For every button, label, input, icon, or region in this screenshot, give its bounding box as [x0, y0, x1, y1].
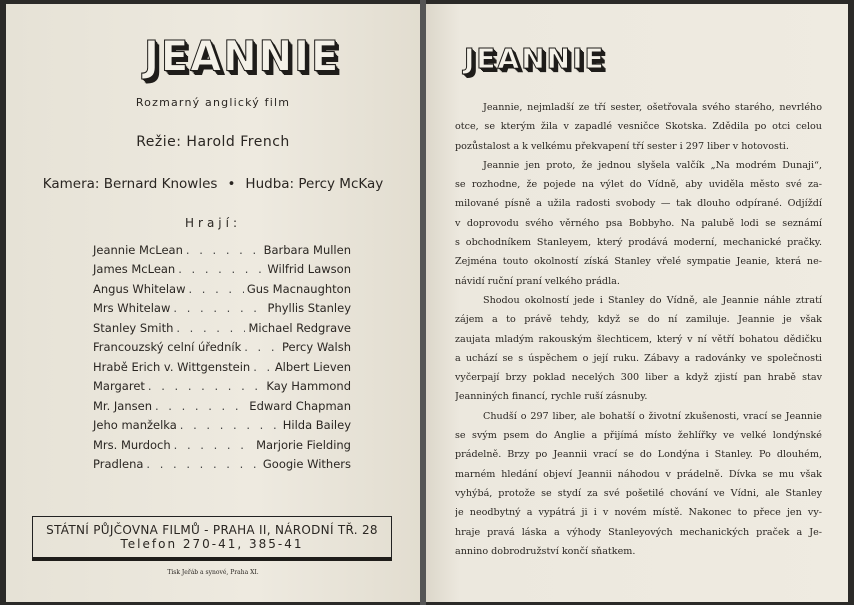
role-name: Stanley Smith [93, 320, 174, 335]
actor-name: Phyllis Stanley [267, 301, 351, 316]
leader-dots [148, 379, 264, 393]
leader-dots [173, 301, 264, 315]
cast-heading: Hrají: [184, 216, 242, 230]
synopsis-line: je neodbytný a vypátrá ji i v novém místě. Nakonec to přece jen vy- [455, 507, 822, 519]
leader-dots [244, 340, 279, 354]
cast-row [93, 299, 351, 319]
role-name: Mrs Whitelaw [93, 301, 171, 316]
synopsis-line: prádelně. Brzy po Jeannii vrací se do Londýna i Stanley. Po dlouhém, [455, 449, 822, 461]
cast-row [93, 377, 351, 397]
synopsis-line: annino dobrodružství končí sňatkem. [455, 545, 636, 557]
music-credit: Hudba: Percy McKay [245, 176, 384, 192]
actor-name: Hilda Bailey [282, 418, 351, 433]
leader-dots [146, 457, 259, 471]
synopsis-line: Chudší o 297 liber, ale bohatší o životní zkušenosti, vrací se Jeannie [483, 410, 822, 422]
actor-name: Gus Macnaughton [246, 281, 351, 296]
synopsis-line: vyhýbá, protože se stydí za své pošetilé chování ve Vídni, ale Stanley [455, 487, 822, 499]
leader-dots [155, 399, 246, 413]
synopsis-line: zájem a to právě tehdy, když se do ní zamiluje. Jeannie je však [455, 314, 822, 326]
actor-name: Kay Hammond [266, 379, 351, 394]
synopsis-line: Jeanniných financí, rychle ruší zásnuby. [455, 391, 648, 403]
actor-name: Percy Walsh [281, 340, 351, 355]
synopsis [455, 98, 822, 561]
synopsis-line: v doprovodu svého věrného psa Bobbyho. Na palubě lodi se seznámí [455, 217, 822, 229]
leader-dots [180, 418, 280, 432]
actor-name: Albert Lieven [274, 359, 351, 374]
synopsis-line: vyčerpají brzy poklad necelých 300 liber a když zjistí pan hrabě stav [455, 372, 822, 384]
role-name: James McLean [93, 262, 176, 277]
role-name: Pradlena [93, 457, 144, 472]
cast-row [93, 240, 351, 260]
film-title-logo-small: JEANNIE [464, 42, 606, 75]
role-name: Angus Whitelaw [93, 281, 186, 296]
leader-dots [253, 360, 272, 374]
role-name: Jeannie McLean [93, 242, 183, 257]
cast-row [93, 396, 351, 416]
cast-row [93, 318, 351, 338]
role-name: Mrs. Murdoch [93, 437, 171, 452]
leader-dots [178, 262, 264, 276]
synopsis-line: s obchodníkem Stanleyem, který prodává moderní, mechanické pračky. [455, 237, 822, 249]
synopsis-line: milované písně a užila radosti svobody — tak dlouho odpírané. Odjíždí [455, 198, 822, 210]
cast-row [93, 357, 351, 377]
actor-name: Michael Redgrave [248, 320, 351, 335]
printer-credit: Tisk Jeřáb a synové, Praha XI. [167, 569, 259, 576]
synopsis-line: a uchází se s úspěchem o její ruku. Zábavy a radovánky ve společnosti [455, 352, 822, 364]
synopsis-line: Shodou okolností jede i Stanley do Vídně, ale Jeannie náhle ztratí [483, 294, 822, 306]
distributor-phone: Telefon 270-41, 385-41 [120, 537, 304, 551]
right-page [426, 4, 848, 602]
role-name: Margaret [93, 379, 145, 394]
distributor-box [32, 516, 392, 561]
cast-row [93, 279, 351, 299]
cast-row [93, 455, 351, 475]
synopsis-line: pozůstalost a k velkému překvapení tří sester i 297 liber v hotovosti. [455, 140, 789, 152]
left-page [6, 4, 420, 602]
synopsis-line: se svým psem do Anglie a přijímá místo žehlířky ve velké londýnské [455, 430, 822, 442]
synopsis-line: Jeannie, nejmladší ze tří sester, ošetřovala svého starého, nevrlého [483, 102, 822, 113]
role-name: Hrabě Erich v. Wittgenstein [93, 359, 251, 374]
synopsis-line: Jeannie jen proto, že jednou slyšela valčík „Na modrém Dunaji“, [483, 159, 822, 171]
leader-dots [186, 243, 261, 257]
crew-credits [6, 176, 420, 192]
actor-name: Wilfrid Lawson [267, 262, 351, 277]
cast-row [93, 435, 351, 455]
synopsis-line: Zejména touto okolností získá Stanley vřelé sympatie Jeanie, která ne- [455, 256, 822, 268]
synopsis-line: marném hledání objeví Jeannii náhodou v prádelně. Dívka se mu však [455, 468, 822, 480]
actor-name: Edward Chapman [249, 398, 351, 413]
camera-credit: Kamera: Bernard Knowles [42, 176, 218, 192]
subtitle: Rozmarný anglický film [135, 96, 291, 109]
director-credit: Režie: Harold French [136, 134, 290, 150]
actor-name: Googie Withers [262, 457, 351, 472]
synopsis-line: otce, se kterým žila v zapadlé vesničce Skotska. Zdědila po otci celou [455, 121, 822, 133]
synopsis-line: se rozhodne, že pojede na výlet do Vídně, aby uviděla město své za- [455, 179, 822, 191]
cast-row [93, 260, 351, 280]
role-name: Mr. Jansen [93, 398, 152, 413]
separator: • [227, 176, 236, 192]
film-title-logo: JEANNIE [144, 32, 341, 82]
leader-dots [174, 438, 253, 452]
cast-list [93, 240, 351, 474]
cast-row [93, 416, 351, 436]
synopsis-line: zaujata mladým rakouským šlechticem, který v ní větří bohatou dědičku [455, 333, 822, 345]
leader-dots [176, 321, 245, 335]
synopsis-line: návidí ruční praní velkého prádla. [455, 275, 620, 287]
leader-dots [188, 282, 243, 296]
actor-name: Barbara Mullen [263, 242, 351, 257]
cast-row [93, 338, 351, 358]
synopsis-line: hraje pravá láska a výhody Stanleyových mechanických praček a Je- [455, 526, 822, 538]
role-name: Jeho manželka [93, 418, 177, 433]
actor-name: Marjorie Fielding [256, 437, 351, 452]
distributor-address: STÁTNÍ PŮJČOVNA FILMŮ - PRAHA II, NÁRODNÍ TŘ. 28 [46, 523, 378, 537]
role-name: Francouzský celní úředník [93, 340, 242, 355]
